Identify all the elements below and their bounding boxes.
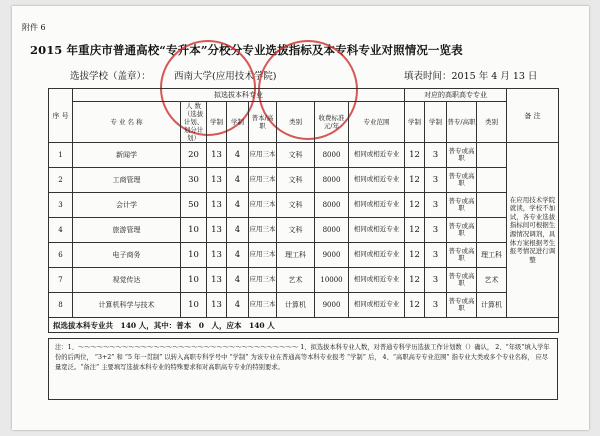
cell-type-r: 普专或高职	[447, 143, 477, 168]
table-row	[49, 218, 559, 243]
date-value: 2015 年 4 月 13 日	[451, 71, 538, 82]
fill-date	[404, 68, 537, 82]
cell-category-r	[477, 218, 507, 243]
cell-years: 4	[227, 268, 249, 293]
col-type: 普本/高职	[249, 102, 277, 143]
cell-years-r: 3	[425, 218, 447, 243]
cell-seq: 8	[49, 293, 73, 318]
cell-scope: 相同或相近专业	[349, 143, 405, 168]
cell-category-r	[477, 168, 507, 193]
table-row	[49, 143, 559, 168]
table-row	[49, 293, 559, 318]
cell-type-r: 普专或高职	[447, 268, 477, 293]
cell-name: 会计学	[73, 193, 181, 218]
cell-system-r: 12	[405, 268, 425, 293]
cell-system: 13	[207, 143, 227, 168]
notes-box	[48, 338, 558, 400]
table-row	[49, 243, 559, 268]
cell-system: 13	[207, 293, 227, 318]
group-vocational: 对应的高职高专专业	[405, 89, 507, 102]
cell-scope: 相同或相近专业	[349, 243, 405, 268]
cell-years-r: 3	[425, 243, 447, 268]
cell-name: 电子商务	[73, 243, 181, 268]
group-undergrad: 拟选拔本科专业	[73, 89, 405, 102]
school-name: 西南大学(应用技术学院)	[174, 71, 277, 82]
cell-quota: 10	[181, 243, 207, 268]
cell-years-r: 3	[425, 293, 447, 318]
cell-years: 4	[227, 143, 249, 168]
cell-seq: 6	[49, 243, 73, 268]
cell-type-r: 普专或高职	[447, 218, 477, 243]
cell-type: 应用三本	[249, 218, 277, 243]
cell-category: 文科	[277, 168, 315, 193]
cell-quota: 30	[181, 168, 207, 193]
col-tuition: 收费标准元/年	[315, 102, 349, 143]
cell-scope: 相同或相近专业	[349, 218, 405, 243]
cell-quota: 10	[181, 293, 207, 318]
cell-scope: 相同或相近专业	[349, 293, 405, 318]
cell-category-r	[477, 193, 507, 218]
cell-system-r: 12	[405, 193, 425, 218]
table-row	[49, 168, 559, 193]
cell-category: 文科	[277, 143, 315, 168]
cell-quota: 10	[181, 268, 207, 293]
cell-system: 13	[207, 268, 227, 293]
cell-system-r: 12	[405, 243, 425, 268]
col-years: 学制	[227, 102, 249, 143]
cell-type: 应用三本	[249, 293, 277, 318]
school-label: 选拔学校（盖章）：	[70, 71, 151, 82]
cell-system: 13	[207, 193, 227, 218]
cell-type-r: 普专或高职	[447, 193, 477, 218]
cell-fee: 8000	[315, 193, 349, 218]
cell-quota: 20	[181, 143, 207, 168]
cell-seq: 2	[49, 168, 73, 193]
cell-system-r: 12	[405, 168, 425, 193]
cell-system: 13	[207, 168, 227, 193]
cell-system-r: 12	[405, 218, 425, 243]
cell-fee: 8000	[315, 218, 349, 243]
cell-name: 旅游管理	[73, 218, 181, 243]
cell-years: 4	[227, 243, 249, 268]
cell-category-r: 艺术	[477, 268, 507, 293]
cell-system: 13	[207, 218, 227, 243]
cell-remarks: 在应用技术学院就读，学校不加试，各专业选拔指标间可根据生源情况调剂，具体方案根据考生报考情况进行调整	[507, 143, 559, 318]
cell-type-r: 普专或高职	[447, 168, 477, 193]
appendix-label: 附件 6	[22, 23, 46, 32]
cell-years-r: 3	[425, 193, 447, 218]
col-category-r: 类别	[477, 102, 507, 143]
notes-text: 注：1、～～～～～～～～～～～～～～～～～～～～～～～～～～～～～～～～～～～ 1、拟选拔本科专业人数，对普通专科学历选拔工作计划数（）确认， 2、“年级”填入学年份的后两位， “3+2” 和 “5 年一贯制” 以转入高职专科学号中 “学制” 为该专业在普通高等本科专业报考 “学制” 后， 4、“高职高专专业范围” 指专业大类或多个专业名称， 应尽量宽泛。“备注” 主要填写选拔本科专业的特殊要求和对高职高专专业的特别要求。	[55, 344, 550, 371]
cell-years-r: 3	[425, 143, 447, 168]
col-major-name: 专 业 名 称	[73, 102, 181, 143]
cell-category-r	[477, 143, 507, 168]
col-quota: 人 数（选拔计划、划分计划）	[181, 102, 207, 143]
col-system: 学制	[207, 102, 227, 143]
cell-name: 视觉传达	[73, 268, 181, 293]
cell-scope: 相同或相近专业	[349, 268, 405, 293]
cell-category: 计算机	[277, 293, 315, 318]
cell-fee: 9000	[315, 243, 349, 268]
cell-seq: 1	[49, 143, 73, 168]
cell-years: 4	[227, 168, 249, 193]
cell-seq: 3	[49, 193, 73, 218]
cell-fee: 8000	[315, 143, 349, 168]
cell-system-r: 12	[405, 143, 425, 168]
cell-seq: 7	[49, 268, 73, 293]
cell-system: 13	[207, 243, 227, 268]
cell-type: 应用三本	[249, 268, 277, 293]
col-type-r: 普专/高职	[447, 102, 477, 143]
cell-fee: 9000	[315, 293, 349, 318]
col-seq: 序 号	[49, 89, 73, 143]
date-label: 填表时间：	[404, 71, 452, 82]
cell-fee: 10000	[315, 268, 349, 293]
cell-years: 4	[227, 218, 249, 243]
cell-system-r: 12	[405, 293, 425, 318]
cell-years: 4	[227, 193, 249, 218]
summary-row: 拟选拔本科专业共 140 人，其中：普本 0 人，应本 140 人	[49, 318, 559, 333]
cell-category-r: 理工科	[477, 243, 507, 268]
cell-type-r: 普专或高职	[447, 293, 477, 318]
cell-name: 计算机科学与技术	[73, 293, 181, 318]
cell-years-r: 3	[425, 268, 447, 293]
cell-name: 工商管理	[73, 168, 181, 193]
cell-type: 应用三本	[249, 168, 277, 193]
cell-category-r: 计算机	[477, 293, 507, 318]
cell-scope: 相同或相近专业	[349, 193, 405, 218]
col-scope: 专业范围	[349, 102, 405, 143]
table-row	[49, 268, 559, 293]
cell-quota: 10	[181, 218, 207, 243]
cell-category: 艺术	[277, 268, 315, 293]
cell-years: 4	[227, 293, 249, 318]
document-title: 2015 年重庆市普通高校“专升本”分校分专业选拔指标及本专科专业对照情况一览表	[30, 43, 463, 57]
cell-type-r: 普专或高职	[447, 243, 477, 268]
col-years-r: 学制	[425, 102, 447, 143]
table-row	[49, 193, 559, 218]
cell-type: 应用三本	[249, 243, 277, 268]
cell-category: 理工科	[277, 243, 315, 268]
quota-table	[48, 88, 559, 333]
cell-scope: 相同或相近专业	[349, 168, 405, 193]
cell-years-r: 3	[425, 168, 447, 193]
col-remarks: 备 注	[507, 89, 559, 143]
cell-type: 应用三本	[249, 143, 277, 168]
cell-category: 文科	[277, 193, 315, 218]
col-system-r: 学制	[405, 102, 425, 143]
cell-fee: 8000	[315, 168, 349, 193]
cell-type: 应用三本	[249, 193, 277, 218]
cell-category: 文科	[277, 218, 315, 243]
cell-seq: 4	[49, 218, 73, 243]
cell-quota: 50	[181, 193, 207, 218]
col-category: 类别	[277, 102, 315, 143]
cell-name: 新闻学	[73, 143, 181, 168]
